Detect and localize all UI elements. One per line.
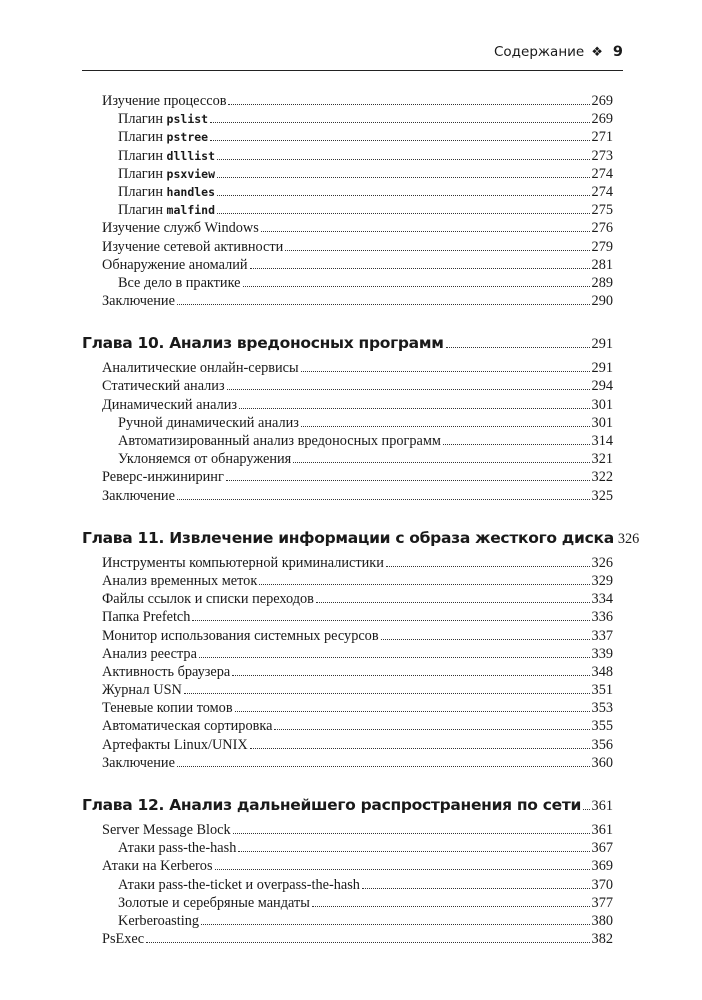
page-header bbox=[82, 38, 623, 71]
dot-leader bbox=[238, 851, 589, 852]
toc-entry bbox=[102, 930, 613, 948]
toc-entry-page: 382 bbox=[591, 931, 613, 948]
toc-entry bbox=[102, 359, 613, 377]
toc-entry-title: Журнал USN bbox=[102, 682, 182, 699]
toc-entry-page: 380 bbox=[591, 912, 613, 929]
dot-leader bbox=[217, 195, 590, 196]
toc-entry bbox=[102, 219, 613, 237]
plugin-name: psxview bbox=[166, 166, 216, 181]
toc-entry-title: Обнаружение аномалий bbox=[102, 256, 248, 273]
toc-entry bbox=[102, 572, 613, 590]
toc-entry-page: 339 bbox=[591, 645, 613, 662]
toc-entry-title: Артефакты Linux/UNIX bbox=[102, 736, 248, 753]
toc-entry-title: Монитор использования системных ресурсов bbox=[102, 627, 379, 644]
toc-entry-title: Атаки pass-the-ticket и overpass-the-hash bbox=[118, 876, 360, 893]
toc-entry-page: 334 bbox=[591, 591, 613, 608]
toc-subentry bbox=[102, 894, 613, 912]
toc-entry-title: Автоматическая сортировка bbox=[102, 718, 273, 735]
toc-entry-title: Теневые копии томов bbox=[102, 700, 233, 717]
dot-leader bbox=[259, 584, 589, 585]
toc-entry-page: 351 bbox=[591, 682, 613, 699]
toc-subentry bbox=[102, 147, 613, 165]
toc-entry-page: 361 bbox=[591, 822, 613, 838]
toc-entry-page: 367 bbox=[591, 840, 613, 857]
dot-leader bbox=[210, 122, 589, 123]
toc-entry bbox=[102, 645, 613, 663]
toc-entry bbox=[102, 663, 613, 681]
toc-entry bbox=[102, 554, 613, 572]
toc-entry-title: Заключение bbox=[102, 293, 175, 310]
toc-entry-page: 329 bbox=[591, 572, 613, 589]
toc-entry-title: Статический анализ bbox=[102, 378, 225, 395]
chapter-10-heading bbox=[82, 331, 613, 355]
chapter-page: 291 bbox=[591, 336, 613, 353]
toc-entry-page: 269 bbox=[591, 111, 613, 128]
plugin-name: handles bbox=[166, 184, 216, 199]
toc-entry-title: Динамический анализ bbox=[102, 396, 238, 413]
toc-subentry bbox=[102, 450, 613, 468]
chapter-title: Глава 11. Извлечение информации с образа жесткого диска bbox=[82, 528, 614, 547]
toc-entry bbox=[102, 256, 613, 274]
toc-entry-title: Изучение сетевой активности bbox=[102, 238, 284, 255]
toc-entry-title: Kerberoasting bbox=[118, 912, 199, 929]
toc-entry bbox=[102, 717, 613, 735]
toc-entry-title: Плагин handles bbox=[118, 183, 216, 200]
toc-subentry bbox=[102, 912, 613, 930]
dot-leader bbox=[583, 809, 589, 810]
toc-entry-title: Ручной динамический анализ bbox=[118, 414, 299, 431]
toc-entry-page: 377 bbox=[591, 894, 613, 911]
dot-leader bbox=[226, 480, 590, 481]
toc-entry bbox=[102, 821, 613, 839]
toc-entry-page: 271 bbox=[591, 129, 613, 146]
toc-entry-page: 326 bbox=[591, 554, 613, 571]
toc-entry-title: Атаки pass-the-hash bbox=[118, 840, 237, 857]
toc-entry bbox=[102, 736, 613, 754]
toc-subentry bbox=[102, 110, 613, 128]
plugin-name: dlllist bbox=[166, 148, 216, 163]
toc-entry-title: Анализ временных меток bbox=[102, 572, 258, 589]
plugin-name: malfind bbox=[166, 203, 216, 218]
chapter-page: 361 bbox=[591, 798, 613, 814]
toc-subentry bbox=[102, 274, 613, 292]
toc-entry bbox=[102, 487, 613, 505]
toc-entry bbox=[102, 590, 613, 608]
dot-leader bbox=[312, 906, 590, 907]
toc-entry-title: Заключение bbox=[102, 754, 175, 771]
dot-leader bbox=[146, 942, 589, 943]
toc-entry bbox=[102, 608, 613, 626]
dot-leader bbox=[217, 213, 590, 214]
toc-entry bbox=[102, 238, 613, 256]
toc-entry-title: Золотые и серебряные мандаты bbox=[118, 894, 310, 911]
dot-leader bbox=[199, 657, 590, 658]
toc-entry-title: Уклоняемся от обнаружения bbox=[118, 451, 292, 468]
dot-leader bbox=[228, 104, 589, 105]
toc-entry-page: 356 bbox=[591, 736, 613, 753]
toc-entry bbox=[102, 377, 613, 395]
toc-entry-title: Активность браузера bbox=[102, 663, 231, 680]
toc-entry-page: 273 bbox=[591, 147, 613, 164]
dot-leader bbox=[250, 268, 590, 269]
toc-entry-title: Аналитические онлайн-сервисы bbox=[102, 360, 299, 377]
toc-entry-page: 276 bbox=[591, 220, 613, 237]
toc-entry-title: PsExec bbox=[102, 931, 145, 948]
toc-entry-page: 281 bbox=[591, 256, 613, 273]
dot-leader bbox=[232, 675, 589, 676]
toc-entry-page: 314 bbox=[591, 433, 613, 449]
toc-entry-page: 353 bbox=[591, 700, 613, 717]
toc-entry-page: 355 bbox=[591, 718, 613, 735]
toc-entry-title: Плагин malfind bbox=[118, 202, 216, 219]
ornament-icon: ❖ bbox=[591, 44, 603, 60]
toc-entry-page: 348 bbox=[591, 663, 613, 680]
toc-entry-title: Server Message Block bbox=[102, 822, 231, 838]
dot-leader bbox=[217, 177, 590, 178]
toc-entry-page: 289 bbox=[591, 274, 613, 291]
dot-leader bbox=[243, 286, 590, 287]
toc-entry-title: Инструменты компьютерной криминалистики bbox=[102, 554, 384, 571]
toc-entry-page: 369 bbox=[591, 858, 613, 875]
running-title: Содержание bbox=[494, 44, 585, 60]
dot-leader bbox=[215, 869, 590, 870]
toc-subentry bbox=[102, 183, 613, 201]
dot-leader bbox=[316, 602, 590, 603]
toc-entry-title: Все дело в практике bbox=[118, 274, 241, 291]
toc-entry bbox=[102, 681, 613, 699]
chapter-page: 326 bbox=[617, 530, 640, 547]
toc-entry-page: 290 bbox=[591, 293, 613, 310]
toc-entry-page: 274 bbox=[591, 183, 613, 200]
toc-entry-page: 275 bbox=[591, 202, 613, 219]
toc-entry-title: Плагин dlllist bbox=[118, 147, 216, 164]
toc-entry-title: Реверс-инжиниринг bbox=[102, 469, 224, 486]
toc-entry bbox=[102, 857, 613, 875]
dot-leader bbox=[301, 426, 590, 427]
dot-leader bbox=[386, 566, 590, 567]
toc-entry-page: 370 bbox=[591, 876, 613, 893]
toc-entry-page: 301 bbox=[591, 414, 613, 431]
toc-entry-page: 337 bbox=[591, 627, 613, 644]
plugin-name: pstree bbox=[166, 130, 209, 145]
toc-entry-page: 291 bbox=[591, 360, 613, 377]
dot-leader bbox=[446, 347, 590, 348]
toc-entry-title: Изучение служб Windows bbox=[102, 220, 259, 237]
toc-entry-page: 360 bbox=[591, 754, 613, 771]
toc-subentry bbox=[102, 128, 613, 146]
toc-entry bbox=[102, 92, 613, 110]
dot-leader bbox=[285, 250, 589, 251]
toc-entry-title: Атаки на Kerberos bbox=[102, 858, 213, 875]
toc-entry-title: Заключение bbox=[102, 487, 175, 504]
dot-leader bbox=[443, 444, 590, 445]
toc-subentry bbox=[102, 839, 613, 857]
toc-entry-page: 279 bbox=[591, 238, 613, 255]
toc-entry bbox=[102, 396, 613, 414]
toc-entry bbox=[102, 292, 613, 310]
plugin-name: pslist bbox=[166, 112, 209, 127]
toc-entry-page: 294 bbox=[591, 378, 613, 395]
toc-subentry bbox=[102, 432, 613, 450]
dot-leader bbox=[184, 693, 590, 694]
dot-leader bbox=[217, 159, 590, 160]
toc-entry-title: Плагин psxview bbox=[118, 165, 216, 182]
dot-leader bbox=[293, 462, 589, 463]
dot-leader bbox=[362, 888, 590, 889]
toc-entry bbox=[102, 468, 613, 486]
toc-entry-page: 301 bbox=[591, 396, 613, 413]
toc-entry-page: 325 bbox=[591, 487, 613, 504]
toc-entry bbox=[102, 627, 613, 645]
dot-leader bbox=[274, 729, 589, 730]
dot-leader bbox=[301, 371, 590, 372]
toc-entry-page: 322 bbox=[591, 469, 613, 486]
chapter-title: Глава 12. Анализ дальнейшего распространения по сети bbox=[82, 796, 582, 814]
dot-leader bbox=[239, 408, 589, 409]
toc-subentry bbox=[102, 201, 613, 219]
dot-leader bbox=[381, 639, 590, 640]
toc-entry-page: 321 bbox=[591, 451, 613, 468]
dot-leader bbox=[192, 620, 589, 621]
toc-entry-title: Автоматизированный анализ вредоносных программ bbox=[118, 433, 441, 449]
chapter-12-heading bbox=[82, 793, 613, 817]
toc-entry bbox=[102, 699, 613, 717]
dot-leader bbox=[235, 711, 590, 712]
chapter-title: Глава 10. Анализ вредоносных программ bbox=[82, 334, 444, 353]
toc-entry-title: Изучение процессов bbox=[102, 93, 227, 109]
toc-subentry bbox=[102, 876, 613, 894]
dot-leader bbox=[210, 140, 589, 141]
dot-leader bbox=[201, 924, 590, 925]
toc-entry-page: 336 bbox=[591, 609, 613, 626]
dot-leader bbox=[227, 389, 590, 390]
toc-entry-title: Анализ реестра bbox=[102, 645, 197, 662]
toc-subentry bbox=[102, 414, 613, 432]
dot-leader bbox=[177, 499, 590, 500]
toc-entry bbox=[102, 754, 613, 772]
toc-entry-title: Плагин pstree bbox=[118, 129, 209, 146]
table-of-contents bbox=[82, 92, 640, 948]
toc-subentry bbox=[102, 165, 613, 183]
chapter-11-heading bbox=[82, 526, 640, 550]
dot-leader bbox=[177, 766, 590, 767]
dot-leader bbox=[261, 231, 590, 232]
dot-leader bbox=[177, 304, 590, 305]
toc-entry-title: Файлы ссылок и списки переходов bbox=[102, 591, 314, 608]
header-content bbox=[494, 44, 623, 60]
toc-entry-page: 274 bbox=[591, 165, 613, 182]
toc-entry-title: Папка Prefetch bbox=[102, 609, 191, 626]
page-number: 9 bbox=[612, 44, 623, 60]
dot-leader bbox=[233, 833, 590, 834]
dot-leader bbox=[250, 748, 590, 749]
toc-entry-title: Плагин pslist bbox=[118, 111, 209, 128]
toc-entry-page: 269 bbox=[591, 93, 613, 109]
